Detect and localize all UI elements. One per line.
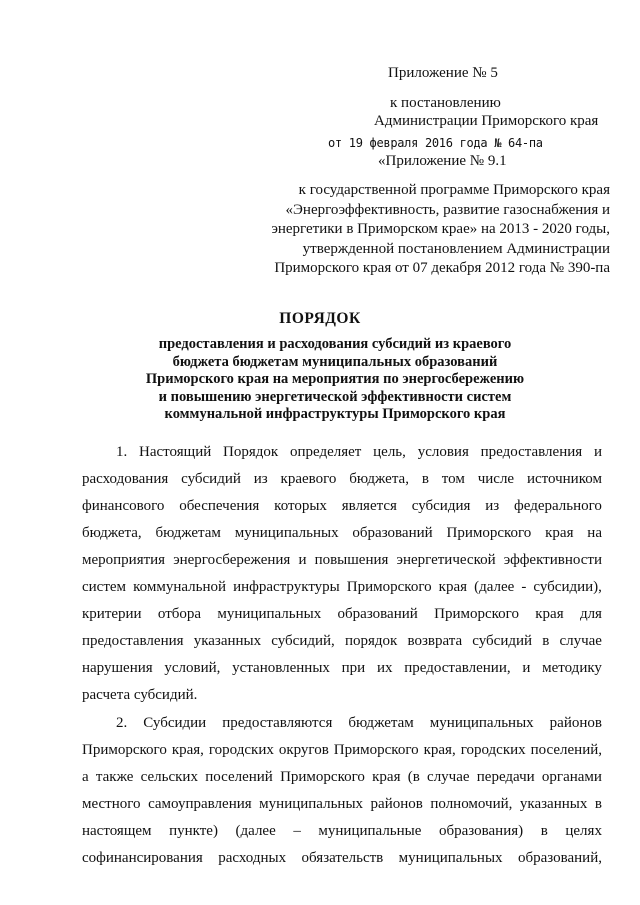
body-word: а xyxy=(82,769,89,785)
body-word: органами xyxy=(541,769,602,785)
body-word: является xyxy=(341,498,397,514)
body-word: предоставлении, xyxy=(404,660,511,676)
body-word: в xyxy=(421,471,429,487)
body-word: Приморского xyxy=(446,525,532,541)
body-word: критерии xyxy=(82,606,142,622)
body-word: повышения xyxy=(314,552,389,568)
body-word: софинансирования xyxy=(82,850,203,866)
program-reference xyxy=(250,181,610,279)
body-word: инфраструктуры xyxy=(233,579,340,595)
body-word: края xyxy=(545,525,574,541)
body-word: предоставляются xyxy=(222,715,333,731)
body-word: и xyxy=(593,444,602,460)
body-word: Приморского xyxy=(346,579,432,595)
body-word: том xyxy=(441,471,465,487)
body-word: образований xyxy=(352,525,433,541)
subtitle-line: и повышению энергетической эффективности систем xyxy=(158,388,512,405)
document-body xyxy=(82,439,602,872)
body-word: муниципальных xyxy=(259,796,364,812)
body-word: из xyxy=(253,471,268,487)
body-word: муниципальных xyxy=(429,715,534,731)
administration-label: Администрации Приморского края xyxy=(374,113,599,129)
body-word: (далее xyxy=(235,823,276,839)
body-line xyxy=(82,493,602,520)
body-word: полномочий, xyxy=(430,796,513,812)
body-word: субсидий xyxy=(181,471,241,487)
body-line xyxy=(82,655,602,682)
body-word: (в xyxy=(407,769,420,785)
body-word: районов xyxy=(370,796,423,812)
body-word: установленных xyxy=(232,660,330,676)
body-word: муниципальные xyxy=(318,823,422,839)
body-word: отбора xyxy=(157,606,202,622)
body-word: 1. xyxy=(116,444,128,460)
body-word: края xyxy=(372,769,401,785)
body-word: в xyxy=(594,796,602,812)
program-ref-line: утвержденной постановлением Администрации xyxy=(302,240,610,257)
subtitle-line: предоставления и расходования субсидий из краевого xyxy=(158,336,512,352)
body-word: эффективности xyxy=(503,552,602,568)
subtitle-line: Приморского края на мероприятия по энергосбережению xyxy=(145,371,525,387)
paragraph-2 xyxy=(82,710,602,872)
body-word: края xyxy=(535,606,564,622)
body-word: в xyxy=(542,633,550,649)
body-word: методику xyxy=(542,660,602,676)
body-word: из xyxy=(485,498,500,514)
body-word: Порядок xyxy=(223,444,279,460)
body-word: коммунальной xyxy=(133,579,227,595)
body-word: Приморского xyxy=(434,606,519,622)
program-ref-line: «Энергоэффективность, развитие газоснабжения и xyxy=(285,201,610,218)
body-word: городских xyxy=(208,742,274,758)
appendix-number: Приложение № 5 xyxy=(388,65,498,81)
body-word: мероприятия xyxy=(82,552,166,568)
resolution-date-stamp: от 19 февраля 2016 года № 64-па xyxy=(328,135,543,150)
body-word: бюджетам xyxy=(155,525,221,541)
body-word: Настоящий xyxy=(139,444,212,460)
body-word: порядок xyxy=(344,633,398,649)
program-ref-line: Приморского края от 07 декабря 2012 года № 390-па xyxy=(274,260,610,276)
body-line xyxy=(82,764,602,791)
body-word: субсидий xyxy=(472,633,533,649)
body-word: целях xyxy=(565,823,602,839)
body-word: условий, xyxy=(164,660,221,676)
resolution-header xyxy=(268,64,618,171)
body-word: края, xyxy=(171,742,204,758)
body-line xyxy=(82,439,602,466)
body-word: обязательств xyxy=(301,850,384,866)
body-word: и xyxy=(522,660,531,676)
body-word: – xyxy=(293,823,301,839)
body-word: края xyxy=(438,579,468,595)
body-word: поселений, xyxy=(530,742,602,758)
body-word: расходования xyxy=(82,471,169,487)
body-line xyxy=(82,710,602,737)
appendix-quote: «Приложение № 9.1 xyxy=(378,153,507,169)
body-line xyxy=(82,791,602,818)
body-word: при xyxy=(341,660,366,676)
body-word: местного xyxy=(82,796,141,812)
body-word: Субсидии xyxy=(143,715,207,731)
body-line xyxy=(82,845,602,872)
subtitle-line: бюджета бюджетам муниципальных образований xyxy=(172,353,498,370)
body-word: случае xyxy=(559,633,602,649)
body-word: обеспечения xyxy=(179,498,260,514)
body-word: субсидии), xyxy=(533,579,602,595)
body-word: Приморского xyxy=(280,769,365,785)
body-word: нарушения xyxy=(82,660,153,676)
body-word: сельских xyxy=(140,769,198,785)
body-word: (далее xyxy=(474,579,515,595)
body-word: субсидия xyxy=(411,498,471,514)
program-ref-line: к государственной программе Приморского края xyxy=(298,182,610,198)
body-word: также xyxy=(95,769,134,785)
body-word: энергетической xyxy=(396,552,496,568)
program-ref-line: энергетики в Приморском крае» на 2013 - 2020 годы, xyxy=(271,221,610,237)
body-word: для xyxy=(579,606,602,622)
body-word: источником xyxy=(526,471,602,487)
body-line xyxy=(82,547,602,574)
body-word: указанных xyxy=(519,796,588,812)
body-word: образования) xyxy=(439,823,524,839)
body-word: условия xyxy=(417,444,469,460)
body-word: указанных xyxy=(193,633,262,649)
body-line xyxy=(82,466,602,493)
body-word: в xyxy=(540,823,548,839)
body-word: систем xyxy=(82,579,127,595)
body-word: расходных xyxy=(218,850,287,866)
body-word: районов xyxy=(549,715,602,731)
body-word: их xyxy=(376,660,393,676)
body-word: предоставления xyxy=(480,444,583,460)
body-word: бюджета, xyxy=(349,471,409,487)
body-word: края, xyxy=(423,742,456,758)
body-word: краевого xyxy=(280,471,337,487)
body-word: на xyxy=(587,525,602,541)
body-word: передачи xyxy=(476,769,535,785)
body-word: образований xyxy=(337,606,418,622)
body-word: муниципальных xyxy=(398,850,503,866)
body-word: пункте) xyxy=(169,823,218,839)
body-word: поселений xyxy=(205,769,273,785)
body-word: предоставления xyxy=(82,633,184,649)
body-line xyxy=(82,737,602,764)
body-word: муниципальных xyxy=(217,606,322,622)
body-line: расчета субсидий. xyxy=(82,687,198,703)
body-word: возврата xyxy=(407,633,463,649)
body-word: субсидий, xyxy=(271,633,335,649)
body-word: - xyxy=(521,579,527,595)
paragraph-1 xyxy=(82,439,602,709)
document-title: ПОРЯДОК xyxy=(279,310,361,327)
body-line xyxy=(82,818,602,845)
body-word: самоуправления xyxy=(148,796,252,812)
body-word: 2. xyxy=(116,715,128,731)
body-word: энергосбережения xyxy=(173,552,291,568)
body-word: образований, xyxy=(517,850,602,866)
body-word: округов xyxy=(278,742,329,758)
body-word: городских xyxy=(460,742,526,758)
body-word: определяет xyxy=(289,444,362,460)
body-word: Приморского xyxy=(82,742,167,758)
body-word: числе xyxy=(477,471,515,487)
body-line xyxy=(82,628,602,655)
body-word: цель, xyxy=(373,444,406,460)
body-word: настоящем xyxy=(82,823,152,839)
body-word: финансового xyxy=(82,498,165,514)
subtitle-line: коммунальной инфраструктуры Приморского края xyxy=(164,406,506,422)
to-resolution-label: к постановлению xyxy=(390,94,501,111)
body-word: бюджетам xyxy=(348,715,414,731)
document-subtitle xyxy=(100,336,570,424)
body-word: и xyxy=(298,552,307,568)
body-word: случае xyxy=(427,769,470,785)
body-word: муниципальных xyxy=(234,525,339,541)
body-line xyxy=(82,574,602,601)
body-word: бюджета, xyxy=(82,525,142,541)
body-word: Приморского xyxy=(333,742,419,758)
body-line xyxy=(82,520,602,547)
body-word: которых xyxy=(274,498,327,514)
body-word: федерального xyxy=(514,498,602,514)
body-line xyxy=(82,601,602,628)
